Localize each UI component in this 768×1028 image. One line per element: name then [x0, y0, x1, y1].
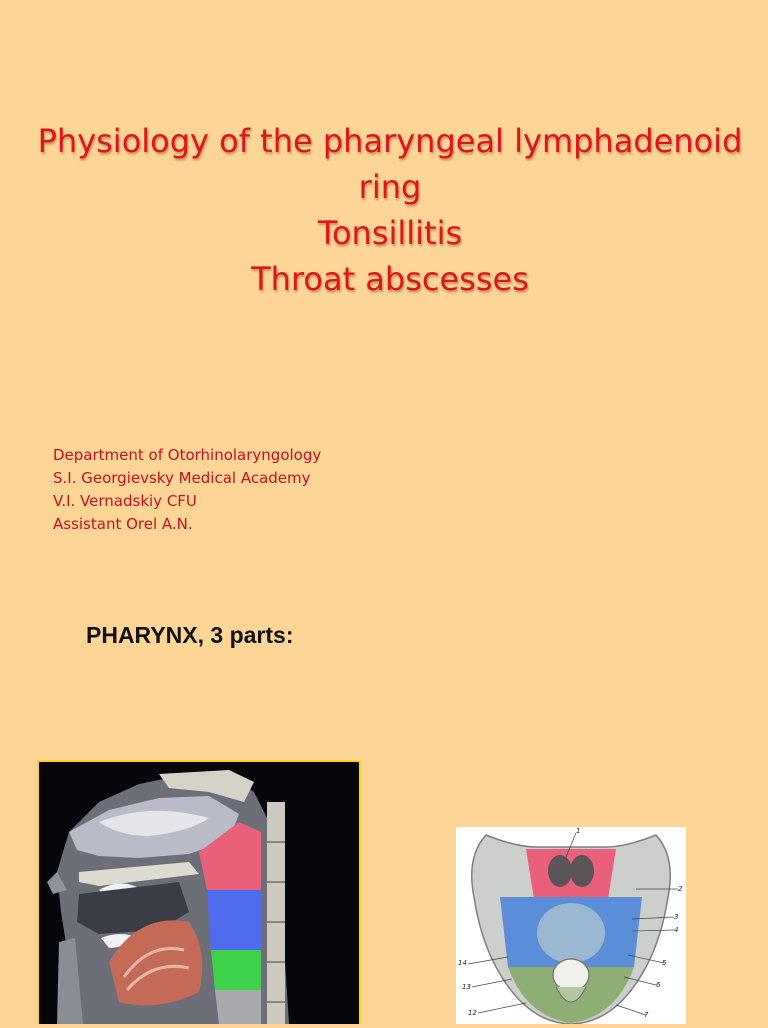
title-line: Throat abscesses [251, 260, 529, 298]
pharynx-posterior-image [456, 827, 686, 1024]
figure-label: 2 [678, 885, 683, 893]
section-heading: PHARYNX, 3 parts: [86, 622, 294, 648]
figure-label: 3 [674, 913, 679, 921]
affiliation-block [53, 444, 321, 536]
figure-label: 1 [576, 827, 581, 835]
figure-label: 13 [462, 983, 471, 991]
figure-label: 6 [656, 981, 661, 989]
pharynx-posterior-illustration [456, 827, 686, 1024]
affiliation-line: Assistant Orel A.N. [53, 515, 193, 533]
figure-label: 7 [644, 1011, 649, 1019]
figure-label: 4 [674, 926, 679, 934]
figure-label: 5 [662, 959, 667, 967]
title-line: Tonsillitis [317, 214, 463, 252]
affiliation-line: S.I. Georgievsky Medical Academy [53, 469, 311, 487]
affiliation-line: Department of Otorhinolaryngology [53, 446, 322, 464]
sagittal-section-illustration [39, 762, 359, 1024]
oropharynx-region [207, 890, 261, 950]
title-line: Physiology of the pharyngeal lymphadenoid [37, 122, 743, 160]
affiliation-line: V.I. Vernadskiy CFU [53, 492, 197, 510]
slide-title [20, 118, 760, 302]
figure-label: 12 [468, 1009, 477, 1017]
figure-label: 14 [458, 959, 467, 967]
laryngopharynx-region [211, 950, 261, 990]
sagittal-section-image [37, 760, 361, 1024]
title-line: ring [358, 168, 422, 206]
